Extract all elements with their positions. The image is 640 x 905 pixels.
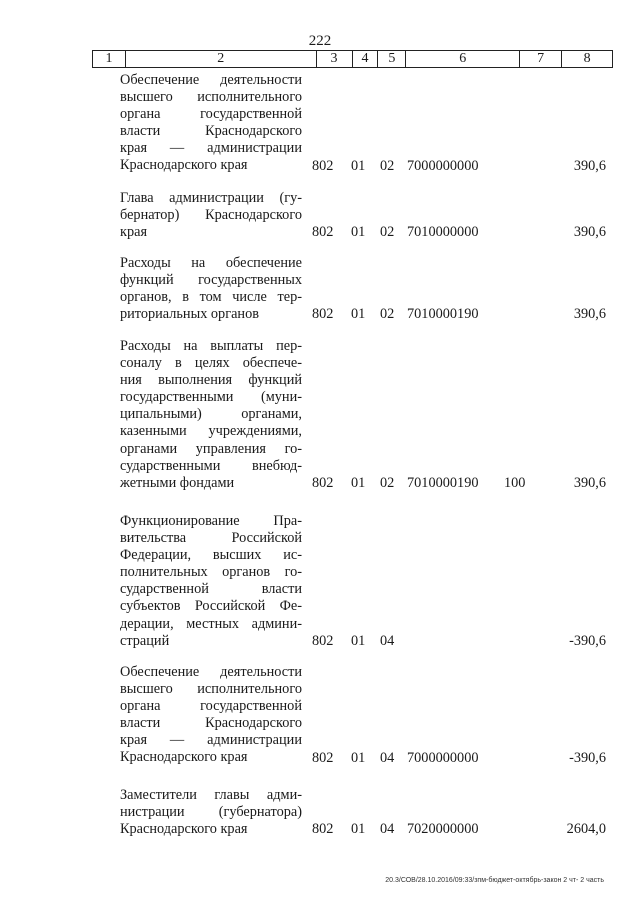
description-line: органами управления го- <box>120 440 302 457</box>
subsection-code: 04 <box>380 821 395 838</box>
document-footer: 20.3/СОВ/28.10.2016/09:33/зпм-бюджет-октябрь-закон 2 чт- 2 часть <box>385 877 604 884</box>
expense-type-code: 100 <box>504 474 526 491</box>
amount: -390,6 <box>569 632 606 649</box>
column-header-7: 7 <box>520 51 562 67</box>
column-header-8: 8 <box>562 51 613 67</box>
section-code: 01 <box>351 306 366 323</box>
description-line: органа государственной <box>120 698 302 715</box>
description-line: края — администрации <box>120 140 302 157</box>
subsection-code: 02 <box>380 157 395 174</box>
description-line: вительства Российской <box>120 530 302 547</box>
column-header-5: 5 <box>378 51 406 67</box>
amount: 390,6 <box>573 306 606 323</box>
ministry-code: 802 <box>312 474 334 491</box>
column-header-6: 6 <box>406 51 520 67</box>
ministry-code: 802 <box>312 632 334 649</box>
description-line: страций <box>120 632 170 649</box>
description-line: полнительных органов го- <box>120 564 302 581</box>
description-line: бернатор) Краснодарского <box>120 207 302 224</box>
section-code: 01 <box>351 632 366 649</box>
ministry-code: 802 <box>312 224 334 241</box>
description-line: сударственной власти <box>120 581 302 598</box>
description-line: казенными учреждениями, <box>120 423 302 440</box>
amount: 2604,0 <box>566 821 606 838</box>
description-line: субъектов Российской Фе- <box>120 598 302 615</box>
description-line: Обеспечение деятельности <box>120 664 302 680</box>
row-description <box>120 190 302 241</box>
section-code: 01 <box>351 749 366 766</box>
row-description <box>120 72 302 175</box>
table-header <box>92 50 613 68</box>
description-line: ния выполнения функций <box>120 372 302 389</box>
description-line: органов, в том числе тер- <box>120 289 302 306</box>
subsection-code: 02 <box>380 224 395 241</box>
ministry-code: 802 <box>312 157 334 174</box>
description-line: власти Краснодарского <box>120 123 302 140</box>
row-description <box>120 664 302 767</box>
subsection-code: 02 <box>380 306 395 323</box>
ministry-code: 802 <box>312 306 334 323</box>
description-line: соналу в целях обеспече- <box>120 355 302 372</box>
description-line: органа государственной <box>120 106 302 123</box>
ministry-code: 802 <box>312 821 334 838</box>
target-article-code: 7020000000 <box>407 821 479 838</box>
description-line: жетными фондами <box>120 474 235 491</box>
description-line: Краснодарского края <box>120 821 248 838</box>
description-line: Краснодарского края <box>120 157 248 174</box>
section-code: 01 <box>351 157 366 174</box>
section-code: 01 <box>351 224 366 241</box>
row-description <box>120 513 302 650</box>
description-line: Функционирование Пра- <box>120 513 302 529</box>
ministry-code: 802 <box>312 749 334 766</box>
row-description <box>120 255 302 323</box>
description-line: дерации, местных админи- <box>120 615 302 632</box>
amount: 390,6 <box>573 157 606 174</box>
description-line: Федерации, высших ис- <box>120 547 302 564</box>
target-article-code: 7000000000 <box>407 749 479 766</box>
subsection-code: 02 <box>380 474 395 491</box>
target-article-code: 7010000190 <box>407 306 479 323</box>
column-header-2: 2 <box>126 51 317 67</box>
description-line: Краснодарского края <box>120 749 248 766</box>
description-line: риториальных органов <box>120 306 259 323</box>
subsection-code: 04 <box>380 632 395 649</box>
description-line: высшего исполнительного <box>120 89 302 106</box>
description-line: Обеспечение деятельности <box>120 72 302 88</box>
target-article-code: 7010000000 <box>407 224 479 241</box>
column-header-4: 4 <box>353 51 379 67</box>
amount: 390,6 <box>573 474 606 491</box>
target-article-code: 7010000190 <box>407 474 479 491</box>
description-line: края — администрации <box>120 732 302 749</box>
amount: -390,6 <box>569 749 606 766</box>
target-article-code: 7000000000 <box>407 157 479 174</box>
description-line: Заместители главы адми- <box>120 787 302 803</box>
amount: 390,6 <box>573 224 606 241</box>
description-line: Глава администрации (гу- <box>120 190 302 206</box>
description-line: власти Краснодарского <box>120 715 302 732</box>
description-line: функций государственных <box>120 272 302 289</box>
subsection-code: 04 <box>380 749 395 766</box>
column-header-3: 3 <box>317 51 353 67</box>
description-line: сударственными внебюд- <box>120 457 302 474</box>
page-number: 222 <box>308 33 332 49</box>
row-description <box>120 787 302 838</box>
row-description <box>120 338 302 492</box>
column-header-1: 1 <box>93 51 126 67</box>
description-line: нистрации (губернатора) <box>120 804 302 821</box>
description-line: ципальными) органами, <box>120 406 302 423</box>
description-line: края <box>120 224 148 241</box>
description-line: Расходы на обеспечение <box>120 255 302 271</box>
section-code: 01 <box>351 474 366 491</box>
description-line: государственными (муни- <box>120 389 302 406</box>
description-line: высшего исполнительного <box>120 681 302 698</box>
section-code: 01 <box>351 821 366 838</box>
description-line: Расходы на выплаты пер- <box>120 338 302 354</box>
